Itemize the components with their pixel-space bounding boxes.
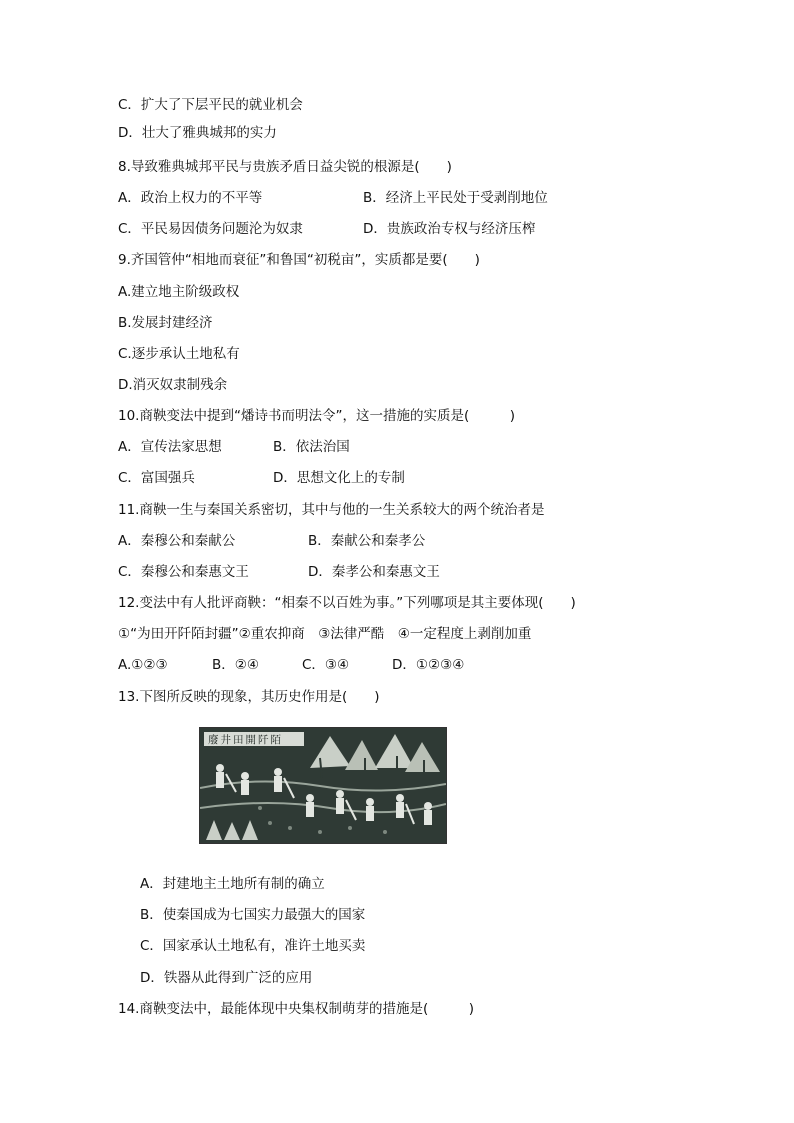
q8-stem: 8.导致雅典城邦平民与贵族矛盾日益尖锐的根源是( ) <box>118 159 452 175</box>
q10-option-a: A．宣传法家思想 <box>118 439 222 455</box>
q11-stem: 11.商鞅一生与秦国关系密切，其中与他的一生关系较大的两个统治者是 <box>118 502 545 518</box>
q12-items: ①“为田开阡陌封疆”②重农抑商 ③法律严酷 ④一定程度上剥削加重 <box>118 626 532 642</box>
q12-option-c: C．③④ <box>302 657 350 673</box>
q11-option-b: B．秦献公和秦孝公 <box>308 533 426 549</box>
q10-option-c: C．富国强兵 <box>118 470 195 486</box>
q7-option-d: D．壮大了雅典城邦的实力 <box>118 125 277 141</box>
q12-option-d: D．①②③④ <box>392 657 465 673</box>
q9-option-a: A.建立地主阶级政权 <box>118 284 240 300</box>
q7-option-c: C．扩大了下层平民的就业机会 <box>118 97 303 113</box>
woodcut-illustration <box>199 727 447 844</box>
q8-option-d: D．贵族政治专权与经济压榨 <box>363 221 536 237</box>
q12-option-a: A.①②③ <box>118 657 168 673</box>
q10-option-b: B．依法治国 <box>273 439 350 455</box>
q11-option-d: D．秦孝公和秦惠文王 <box>308 564 440 580</box>
q8-option-a: A．政治上权力的不平等 <box>118 190 263 206</box>
q9-option-c: C.逐步承认土地私有 <box>118 346 240 362</box>
q9-stem: 9.齐国管仲“相地而衰征”和鲁国“初税亩”，实质都是要( ) <box>118 252 480 268</box>
q10-stem: 10.商鞅变法中提到“燔诗书而明法令”，这一措施的实质是( ) <box>118 408 515 424</box>
q11-option-a: A．秦穆公和秦献公 <box>118 533 236 549</box>
q13-option-d: D．铁器从此得到广泛的应用 <box>140 970 313 986</box>
q13-option-c: C．国家承认土地私有，准许土地买卖 <box>140 938 366 954</box>
q9-option-b: B.发展封建经济 <box>118 315 213 331</box>
q12-option-b: B．②④ <box>212 657 259 673</box>
q13-stem: 13.下图所反映的现象，其历史作用是( ) <box>118 689 380 705</box>
q13-option-a: A．封建地主土地所有制的确立 <box>140 876 325 892</box>
q11-option-c: C．秦穆公和秦惠文王 <box>118 564 249 580</box>
q10-option-d: D．思想文化上的专制 <box>273 470 405 486</box>
woodcut-scene <box>200 728 446 843</box>
q8-option-c: C．平民易因债务问题沦为奴隶 <box>118 221 303 237</box>
q9-option-d: D.消灭奴隶制残余 <box>118 377 228 393</box>
q12-stem: 12.变法中有人批评商鞅：“相秦不以百姓为事。”下列哪项是其主要体现( ) <box>118 595 576 611</box>
q14-stem: 14.商鞅变法中，最能体现中央集权制萌芽的措施是( ) <box>118 1001 475 1017</box>
q13-option-b: B．使秦国成为七国实力最强大的国家 <box>140 907 366 923</box>
q8-option-b: B．经济上平民处于受剥削地位 <box>363 190 548 206</box>
woodcut-caption: 廢井田開阡陌 <box>208 734 283 746</box>
